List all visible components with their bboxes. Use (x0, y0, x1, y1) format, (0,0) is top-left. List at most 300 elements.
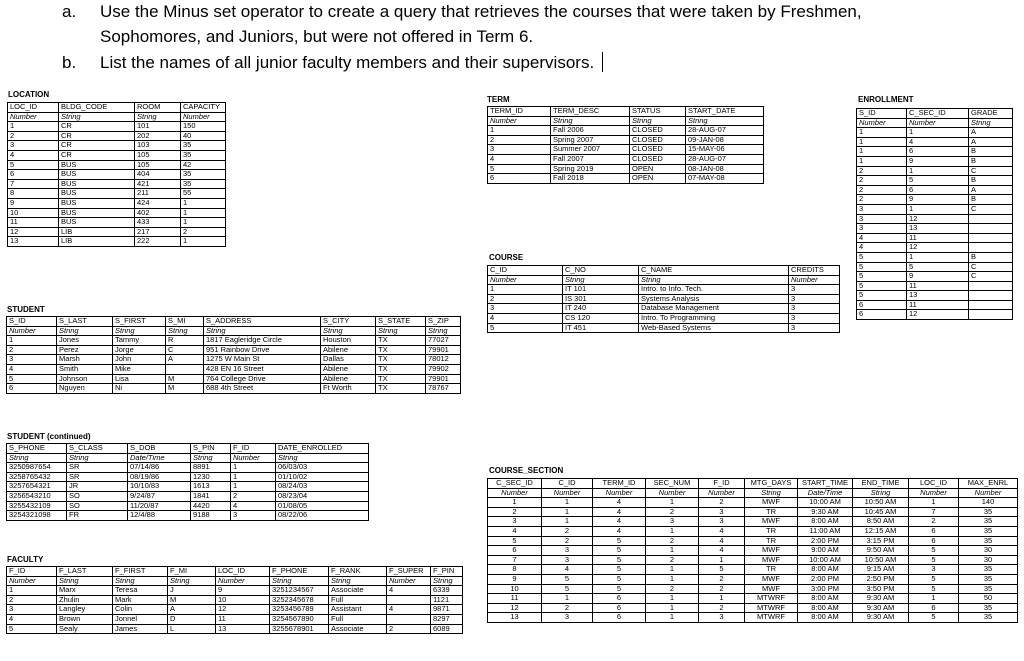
table-row-cell: TX (376, 355, 426, 365)
table-row-cell: 1 (907, 166, 969, 176)
table-row-cell: 101 (135, 122, 181, 132)
table-row-cell: 30 (959, 546, 1018, 556)
table-row-cell: M (166, 384, 204, 394)
table-row-cell: 8:00 AM (798, 594, 853, 604)
header-row-cell: S_PIN (191, 444, 231, 454)
table-row-cell: 1 (542, 594, 593, 604)
header-row-cell: S_LAST (57, 317, 113, 327)
table-row-cell: Colin (113, 605, 168, 615)
table-row (8, 160, 226, 170)
table-row-cell: CS 120 (563, 313, 639, 323)
table-row (8, 141, 226, 151)
header-row-cell: TERM_ID (488, 107, 551, 117)
table-row-cell: C (969, 272, 1013, 282)
type-row-cell: String (168, 576, 216, 586)
table-row-cell: Database Management (639, 304, 789, 314)
table-row-cell: 2 (699, 603, 745, 613)
table-row (7, 586, 463, 596)
header-row-cell: S_STATE (376, 317, 426, 327)
table-row-cell: 55 (181, 189, 226, 199)
table-row-cell: 3253456789 (270, 605, 329, 615)
table-row-cell: Johnson (57, 374, 113, 384)
table-row (488, 584, 1018, 594)
table-row-cell: 5 (488, 536, 542, 546)
table-row-cell: 3 (789, 313, 840, 323)
table-row-cell: 5 (8, 160, 59, 170)
table-row-cell: Lisa (113, 374, 166, 384)
type-row-cell: String (630, 116, 686, 126)
type-row-cell: String (686, 116, 764, 126)
table-row (7, 511, 369, 521)
type-row-cell: String (376, 326, 426, 336)
table-row-cell: BUS (59, 208, 135, 218)
table-row-cell: 5 (857, 281, 907, 291)
table-row-cell: 3:15 PM (853, 536, 909, 546)
table-row-cell: Perez (57, 345, 113, 355)
table-row-cell: 35 (181, 150, 226, 160)
table-row-cell: 6 (909, 526, 959, 536)
table-row-cell: 08/23/04 (276, 491, 369, 501)
table-row-cell: 4 (231, 501, 276, 511)
table-row-cell: 1 (907, 204, 969, 214)
table-row-cell: 2 (699, 574, 745, 584)
table-row-cell: Spring 2007 (551, 135, 630, 145)
table-row-cell: 3256543210 (7, 491, 67, 501)
question-a (62, 1, 1022, 45)
table-row-cell: 35 (959, 517, 1018, 527)
table-row-cell: 6 (857, 300, 907, 310)
header-row-cell: MTG_DAYS (745, 479, 798, 489)
table-row-cell: 35 (959, 507, 1018, 517)
table-row-cell: 2 (542, 536, 593, 546)
table-row (857, 195, 1013, 205)
table-row-cell: B (969, 147, 1013, 157)
table-row-cell: 1841 (191, 491, 231, 501)
type-row (857, 118, 1013, 128)
table-row-cell: Teresa (113, 586, 168, 596)
table-row-cell: Spring 2019 (551, 164, 630, 174)
header-row-cell: F_SUPER (387, 567, 431, 577)
type-row-cell: String (321, 326, 376, 336)
header-row (8, 103, 226, 113)
table-row-cell: C (969, 262, 1013, 272)
table-row-cell: MTWRF (745, 613, 798, 623)
table-row (488, 145, 764, 155)
table-row-cell (969, 233, 1013, 243)
header-row (488, 266, 840, 276)
table-row-cell: 79902 (426, 364, 461, 374)
table-row-cell: James (113, 624, 168, 634)
table-row-cell: 6 (8, 170, 59, 180)
table-row-cell: 4 (857, 243, 907, 253)
table-row-cell: Tammy (113, 336, 166, 346)
table-row-cell: John (113, 355, 166, 365)
table-row (857, 204, 1013, 214)
header-row-cell: DATE_ENROLLED (276, 444, 369, 454)
table-row (488, 304, 840, 314)
table-row-cell: D (168, 614, 216, 624)
table-row (857, 233, 1013, 243)
table-row-cell: 5 (857, 262, 907, 272)
table-row-cell: Marsh (57, 355, 113, 365)
header-row-cell: C_SEC_ID (488, 479, 542, 489)
table-row-cell: 10 (8, 208, 59, 218)
text-cursor[interactable] (602, 52, 603, 72)
table-row-cell: CR (59, 141, 135, 151)
table-row-cell: 8297 (431, 614, 463, 624)
table-row-cell: 11 (488, 594, 542, 604)
table-row-cell: Smith (57, 364, 113, 374)
table-row-cell: 3254321098 (7, 511, 67, 521)
table-row-cell: 202 (135, 131, 181, 141)
table-row-cell: 1 (646, 546, 699, 556)
table-row-cell: 4 (7, 614, 57, 624)
table-row-cell: 35 (959, 613, 1018, 623)
table-row (857, 137, 1013, 147)
table-row (488, 135, 764, 145)
table-row-cell: 3 (699, 507, 745, 517)
table-row-cell: 08/22/06 (276, 511, 369, 521)
type-row-cell: String (59, 112, 135, 122)
table-row-cell: 8:00 AM (798, 613, 853, 623)
table-row-cell: MWF (745, 498, 798, 508)
table-row-cell: LIB (59, 237, 135, 247)
table-row-cell: MTWRF (745, 603, 798, 613)
table-row-cell: 11/20/87 (128, 501, 191, 511)
table-row-cell: SR (67, 472, 128, 482)
table-row-cell: 1 (857, 156, 907, 166)
header-row-cell: TERM_ID (593, 479, 646, 489)
table-row (857, 243, 1013, 253)
table-row-cell: Web-Based Systems (639, 323, 789, 333)
table-row-cell: 3 (857, 214, 907, 224)
table-row-cell: C (969, 204, 1013, 214)
table-row-cell: 10 (216, 595, 270, 605)
table-row (488, 594, 1018, 604)
table-row (488, 164, 764, 174)
header-row-cell: F_ID (7, 567, 57, 577)
table-row (7, 345, 461, 355)
table-row-cell: 79901 (426, 345, 461, 355)
table-row-cell: 3:00 PM (798, 584, 853, 594)
table-row-cell: Jorge (113, 345, 166, 355)
table-row-cell: 2 (857, 166, 907, 176)
header-row-cell: S_DOB (128, 444, 191, 454)
header-row-cell: F_LAST (57, 567, 113, 577)
table-row-cell: 2 (231, 491, 276, 501)
table-row-cell: 103 (135, 141, 181, 151)
table-row-cell: Full (329, 595, 387, 605)
table-row-cell: 9188 (191, 511, 231, 521)
table-row (857, 281, 1013, 291)
table-row (857, 176, 1013, 186)
student-continued-table (6, 443, 369, 521)
table-row-cell: 1 (488, 126, 551, 136)
question-a-line-1: Use the Minus set operator to create a query that retrieves the courses that were taken by Freshmen, (100, 2, 862, 21)
table-row-cell: B (969, 252, 1013, 262)
table-row-cell: Associate (329, 586, 387, 596)
table-row-cell: 2:00 PM (798, 574, 853, 584)
location-title: LOCATION (8, 90, 50, 99)
table-row-cell: Summer 2007 (551, 145, 630, 155)
table-row-cell: 140 (959, 498, 1018, 508)
table-row-cell: Brown (57, 614, 113, 624)
table-row-cell: 35 (181, 179, 226, 189)
table-row-cell: 1 (857, 137, 907, 147)
header-row-cell: F_ID (699, 479, 745, 489)
table-row-cell: 1230 (191, 472, 231, 482)
table-row-cell: 7 (909, 507, 959, 517)
table-row-cell: A (969, 128, 1013, 138)
table-row-cell: 2 (387, 624, 431, 634)
header-row-cell: C_SEC_ID (907, 109, 969, 119)
table-row-cell: 2 (181, 227, 226, 237)
type-row-cell: Number (593, 488, 646, 498)
type-row-cell: Number (216, 576, 270, 586)
question-b (62, 52, 1022, 74)
table-row-cell: TX (376, 384, 426, 394)
table-row-cell: 2 (488, 507, 542, 517)
table-row (7, 463, 369, 473)
table-row-cell: 9:15 AM (853, 565, 909, 575)
type-row-cell: String (57, 576, 113, 586)
table-row-cell: 6339 (431, 586, 463, 596)
table-row-cell: B (969, 156, 1013, 166)
table-row-cell: 35 (181, 141, 226, 151)
table-row-cell: 3251234567 (270, 586, 329, 596)
header-row (7, 444, 369, 454)
table-row (8, 237, 226, 247)
table-row-cell: CLOSED (630, 145, 686, 155)
table-row-cell: OPEN (630, 164, 686, 174)
table-row-cell: 07/14/86 (128, 463, 191, 473)
table-row-cell: 3 (909, 565, 959, 575)
table-row-cell (969, 291, 1013, 301)
table-row-cell: TX (376, 364, 426, 374)
table-row (488, 613, 1018, 623)
table-row-cell: 5 (593, 565, 646, 575)
header-row-cell: S_ADDRESS (204, 317, 321, 327)
table-row-cell: 35 (181, 170, 226, 180)
table-row-cell: BUS (59, 179, 135, 189)
table-row-cell: 4 (488, 313, 563, 323)
table-row (857, 128, 1013, 138)
table-row-cell: 5 (909, 555, 959, 565)
table-row-cell: 4 (8, 150, 59, 160)
table-row-cell: 1 (542, 498, 593, 508)
table-row-cell: 9 (8, 198, 59, 208)
table-row-cell: 3255432109 (7, 501, 67, 511)
table-row-cell: 5 (857, 252, 907, 262)
table-row-cell: 1 (181, 237, 226, 247)
table-row-cell: 11 (8, 218, 59, 228)
table-row-cell: 13 (8, 237, 59, 247)
table-row-cell: 3 (789, 294, 840, 304)
table-row-cell: 9 (488, 574, 542, 584)
table-row-cell: 10 (488, 584, 542, 594)
header-row (857, 109, 1013, 119)
table-row-cell: 01/08/05 (276, 501, 369, 511)
table-row-cell (969, 243, 1013, 253)
type-row-cell: String (113, 576, 168, 586)
type-row-cell: Number (488, 116, 551, 126)
table-row-cell: 1 (699, 594, 745, 604)
table-row-cell (969, 281, 1013, 291)
table-row-cell: Intro. to Info. Tech. (639, 285, 789, 295)
table-row-cell: 5 (593, 555, 646, 565)
table-row-cell: TR (745, 565, 798, 575)
type-row-cell: String (7, 453, 67, 463)
table-row-cell: BUS (59, 160, 135, 170)
table-row (7, 482, 369, 492)
table-row-cell: 1275 W Main St (204, 355, 321, 365)
table-row-cell: 1 (7, 336, 57, 346)
table-row-cell (969, 310, 1013, 320)
table-row-cell: 5 (593, 584, 646, 594)
table-row-cell (969, 300, 1013, 310)
type-row-cell: String (431, 576, 463, 586)
table-row (7, 624, 463, 634)
table-row-cell: 42 (181, 160, 226, 170)
type-row-cell: String (329, 576, 387, 586)
table-row-cell: 3 (542, 555, 593, 565)
table-row-cell: 6 (907, 147, 969, 157)
table-row-cell: 28-AUG-07 (686, 154, 764, 164)
table-row (488, 285, 840, 295)
table-row-cell: 08/24/03 (276, 482, 369, 492)
table-row-cell: TX (376, 374, 426, 384)
table-row-cell: 10:50 AM (853, 498, 909, 508)
table-row-cell: 1 (909, 594, 959, 604)
table-row-cell: 2 (646, 536, 699, 546)
table-row-cell: 6 (488, 546, 542, 556)
table-row-cell: 9 (216, 586, 270, 596)
header-row-cell: S_ID (857, 109, 907, 119)
type-row-cell: Number (181, 112, 226, 122)
header-row-cell: LOC_ID (909, 479, 959, 489)
table-row (488, 507, 1018, 517)
header-row-cell: S_MI (166, 317, 204, 327)
table-row-cell: 3257654321 (7, 482, 67, 492)
header-row-cell: SEC_NUM (646, 479, 699, 489)
table-row-cell: 3 (789, 285, 840, 295)
table-row-cell: 11 (907, 233, 969, 243)
table-row-cell: 07-MAY-08 (686, 174, 764, 184)
type-row-cell: String (745, 488, 798, 498)
table-row-cell: Jonnel (113, 614, 168, 624)
table-row-cell: 1 (181, 208, 226, 218)
table-row-cell: 5 (593, 546, 646, 556)
table-row-cell: 5 (7, 624, 57, 634)
table-row-cell: 9 (907, 156, 969, 166)
table-row-cell: Sealy (57, 624, 113, 634)
table-row-cell: 2 (488, 294, 563, 304)
table-row-cell (166, 364, 204, 374)
table-row-cell: Assistant (329, 605, 387, 615)
table-row-cell: FR (67, 511, 128, 521)
table-row (488, 313, 840, 323)
type-row-cell: Number (909, 488, 959, 498)
table-row-cell: IT 451 (563, 323, 639, 333)
table-row-cell: 1121 (431, 595, 463, 605)
table-row-cell: 4 (593, 517, 646, 527)
table-row-cell: 9:00 AM (798, 546, 853, 556)
type-row-cell: Number (789, 275, 840, 285)
table-row-cell: 09-JAN-08 (686, 135, 764, 145)
table-row-cell: 6089 (431, 624, 463, 634)
table-row-cell: 3252345678 (270, 595, 329, 605)
type-row-cell: String (563, 275, 639, 285)
table-row-cell: 01/10/02 (276, 472, 369, 482)
type-row-cell: String (551, 116, 630, 126)
table-row-cell: A (969, 185, 1013, 195)
table-row-cell: 428 EN 16 Street (204, 364, 321, 374)
table-row-cell: 5 (857, 272, 907, 282)
table-row (7, 374, 461, 384)
header-row-cell: START_TIME (798, 479, 853, 489)
table-row-cell: 1 (646, 594, 699, 604)
table-row-cell: TX (376, 336, 426, 346)
question-a-label: a. (62, 2, 77, 21)
table-row-cell: 6 (907, 185, 969, 195)
table-row-cell: 3 (699, 613, 745, 623)
table-row-cell: 9:30 AM (853, 613, 909, 623)
type-row-cell: String (276, 453, 369, 463)
table-row-cell: 06/03/03 (276, 463, 369, 473)
table-row-cell: C (969, 166, 1013, 176)
table-row-cell: Abilene (321, 345, 376, 355)
table-row-cell: LIB (59, 227, 135, 237)
table-row-cell: 4 (699, 546, 745, 556)
table-row-cell: 1 (542, 507, 593, 517)
table-row-cell: CLOSED (630, 135, 686, 145)
table-row-cell: 3255678901 (270, 624, 329, 634)
table-row-cell: Ft Worth (321, 384, 376, 394)
header-row-cell: LOC_ID (8, 103, 59, 113)
header-row-cell: C_NO (563, 266, 639, 276)
table-row-cell: 2 (699, 584, 745, 594)
table-row-cell: 13 (488, 613, 542, 623)
table-row-cell: 78767 (426, 384, 461, 394)
type-row-cell: Number (488, 488, 542, 498)
table-row (488, 546, 1018, 556)
table-row-cell: 8 (488, 565, 542, 575)
table-row-cell: 11 (907, 300, 969, 310)
table-row-cell: 9 (907, 195, 969, 205)
table-row-cell: 1 (907, 128, 969, 138)
type-row-cell: Number (699, 488, 745, 498)
type-row-cell: String (426, 326, 461, 336)
table-row-cell: 08-JAN-08 (686, 164, 764, 174)
table-row (8, 189, 226, 199)
table-row-cell: 1 (646, 613, 699, 623)
header-row-cell: S_PHONE (7, 444, 67, 454)
table-row-cell: 1 (7, 586, 57, 596)
table-row-cell: 12 (907, 243, 969, 253)
table-row-cell: 2 (646, 584, 699, 594)
table-row-cell: 6 (488, 174, 551, 184)
table-row-cell: 4 (907, 137, 969, 147)
course-title: COURSE (489, 253, 524, 262)
table-row-cell: 1613 (191, 482, 231, 492)
type-row (7, 453, 369, 463)
table-row-cell: 150 (181, 122, 226, 132)
type-row-cell: Number (387, 576, 431, 586)
table-row (8, 131, 226, 141)
table-row-cell: B (969, 176, 1013, 186)
type-row-cell: Number (959, 488, 1018, 498)
table-row-cell: 2 (857, 176, 907, 186)
